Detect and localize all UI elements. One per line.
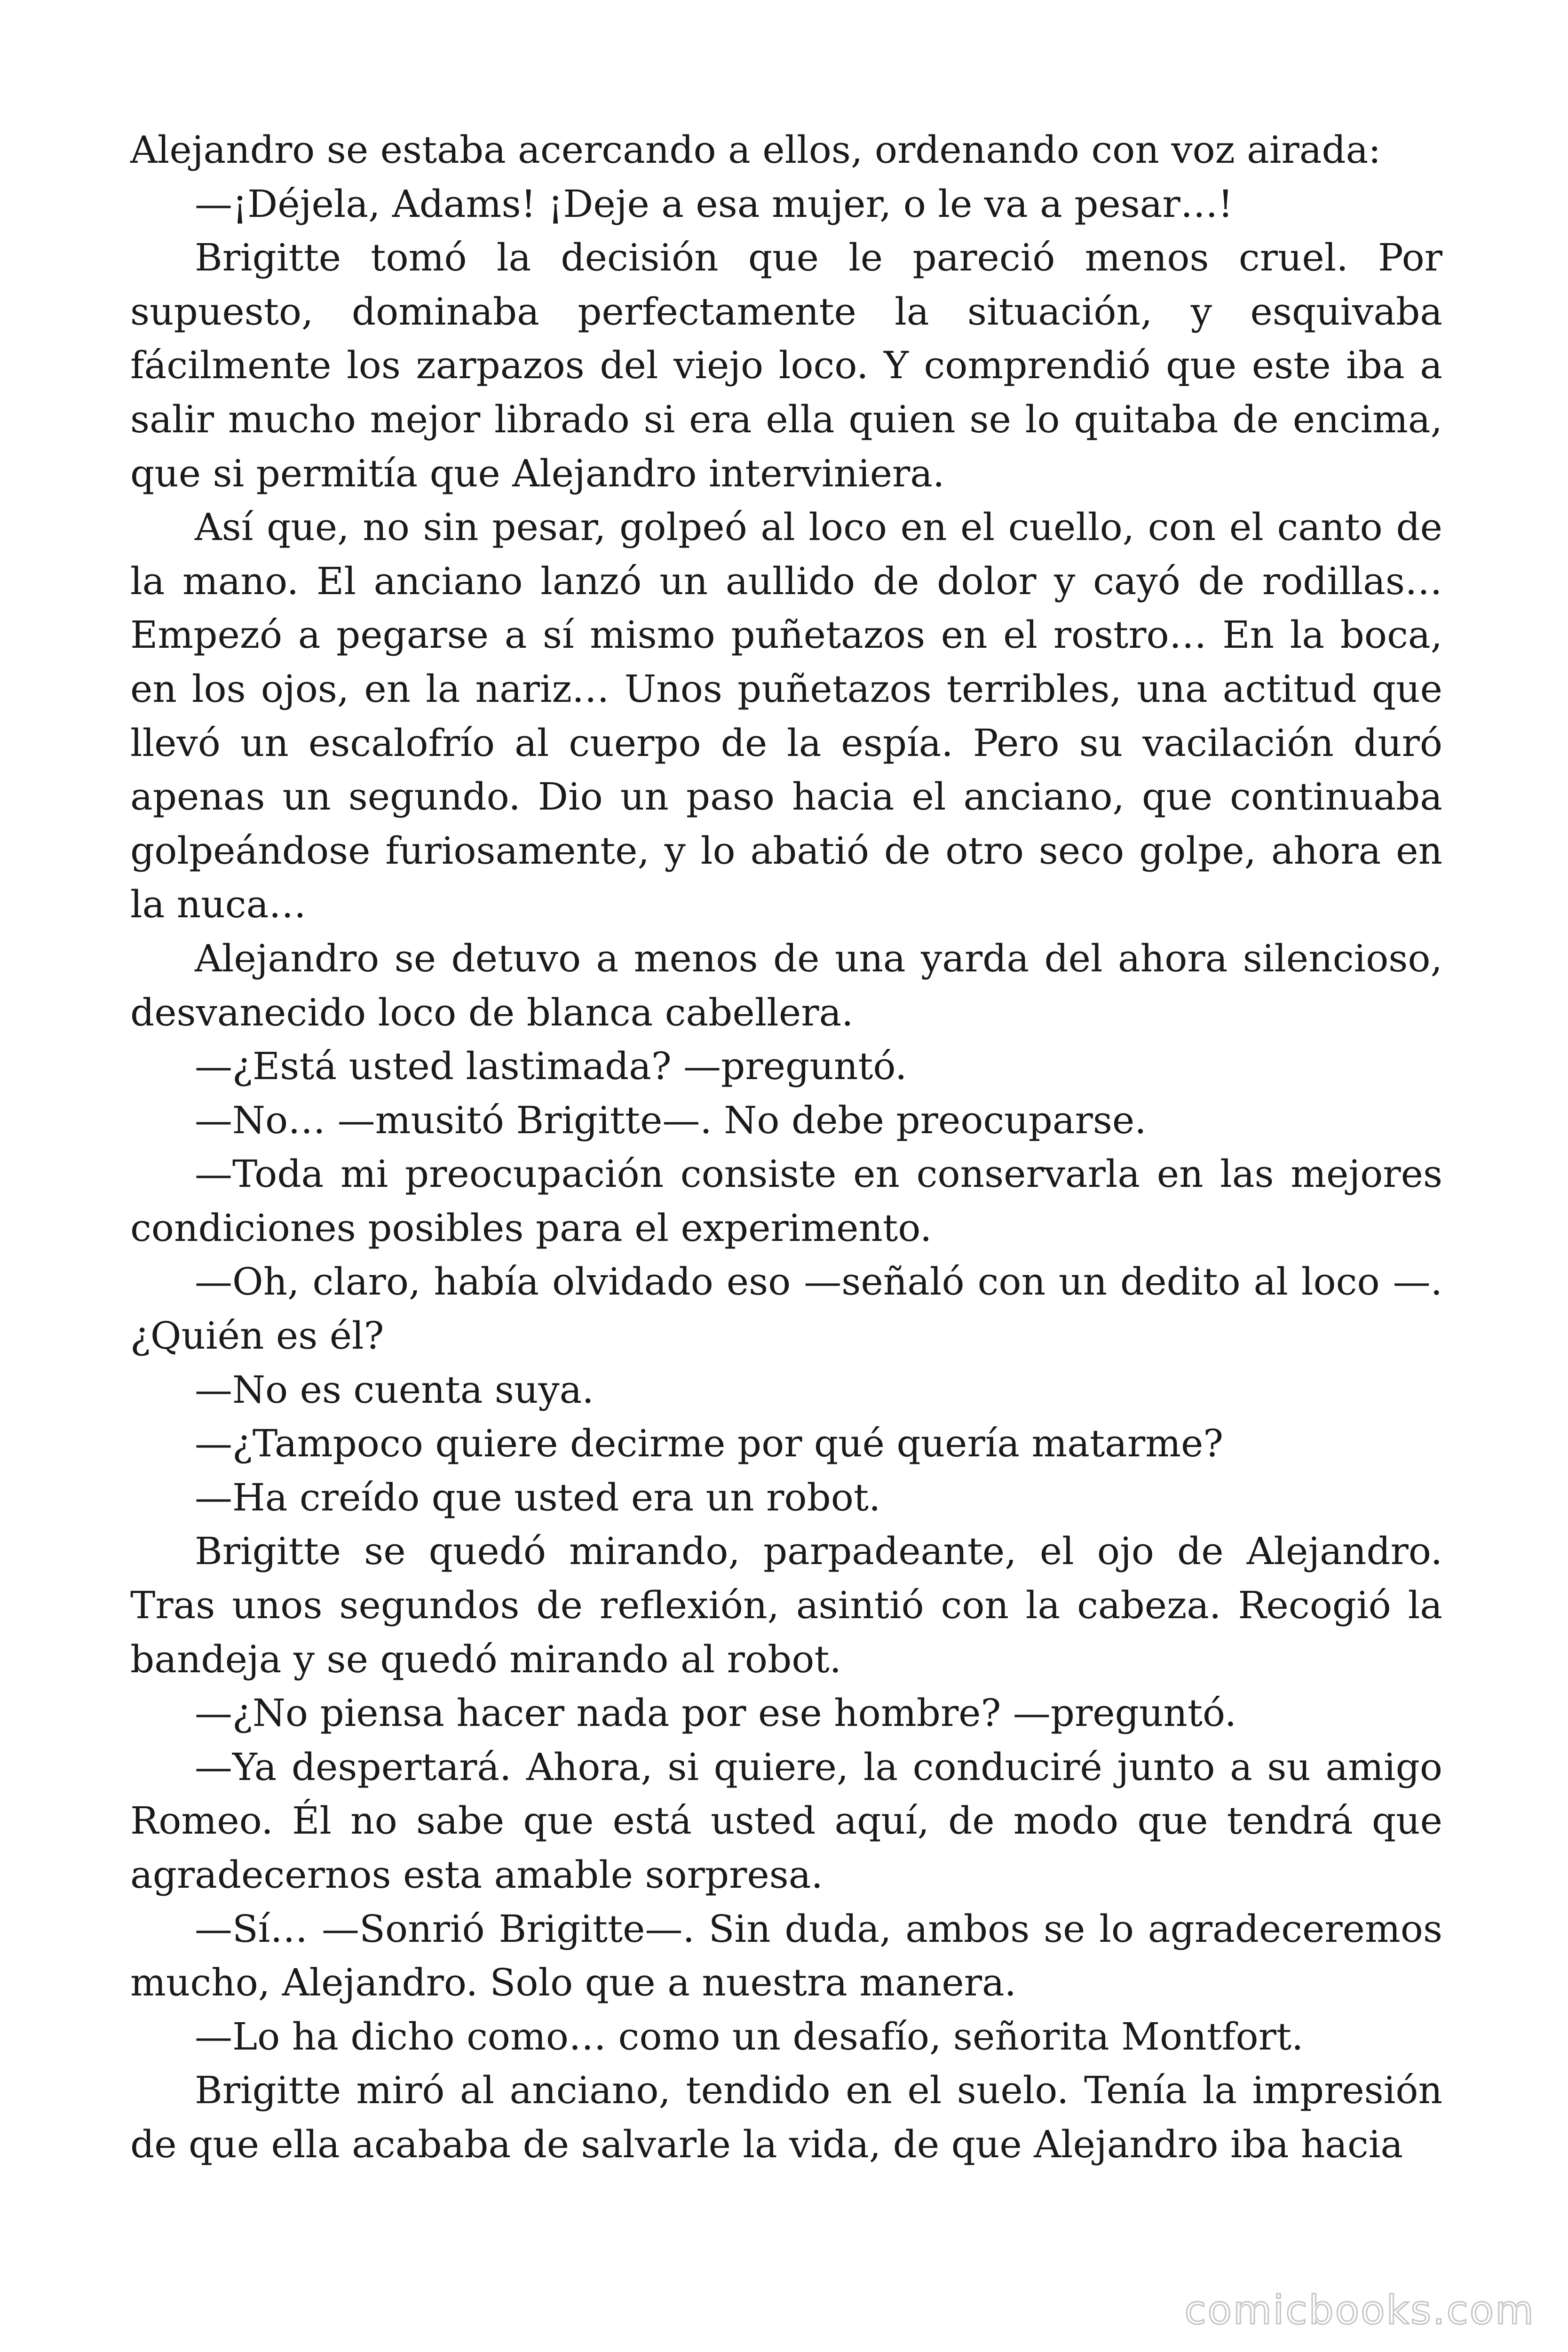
paragraph: Brigitte miró al anciano, tendido en el suelo. Tenía la impresión de que ella acababa de salvarle la vida, de que Alejandro iba hacia bbox=[130, 2068, 1442, 2166]
paragraph: Así que, no sin pesar, golpeó al loco en el cuello, con el canto de la mano. El anciano lanzó un aullido de dolor y cayó de rodillas… Empezó a pegarse a sí mismo puñetazos en el rostro… En la boca, en los ojos, en la nariz… Unos puñetazos terribles, una actitud que llevó un escalofrío al cuerpo de la espía. Pero su vacilación duró apenas un segundo. Dio un paso hacia el anciano, que continuaba golpeándose furiosamente, y lo abatió de otro seco golpe, ahora en la nuca… bbox=[130, 505, 1442, 927]
paragraph: —Oh, claro, había olvidado eso —señaló con un dedito al loco —. ¿Quién es él? bbox=[130, 1260, 1442, 1358]
paragraph: —Toda mi preocupación consiste en conservarla en las mejores condiciones posibles para el experimento. bbox=[130, 1152, 1442, 1250]
paragraph: —Sí… —Sonrió Brigitte—. Sin duda, ambos se lo agradeceremos mucho, Alejandro. Solo que a nuestra manera. bbox=[130, 1907, 1442, 2005]
paragraph: —No es cuenta suya. bbox=[195, 1367, 594, 1412]
paragraph: —Ya despertará. Ahora, si quiere, la conduciré junto a su amigo Romeo. Él no sabe que está usted aquí, de modo que tendrá que agradecernos esta amable sorpresa. bbox=[130, 1745, 1442, 1897]
paragraph: —¿Está usted lastimada? —preguntó. bbox=[195, 1044, 907, 1089]
paragraph: —No… —musitó Brigitte—. No debe preocuparse. bbox=[195, 1098, 1147, 1142]
paragraph: —¿No piensa hacer nada por ese hombre? —preguntó. bbox=[195, 1691, 1237, 1735]
paragraph: —Lo ha dicho como… como un desafío, señorita Montfort. bbox=[195, 2014, 1304, 2058]
watermark: comicbooks.com bbox=[1184, 2287, 1535, 2333]
paragraph: —¿Tampoco quiere decirme por qué quería matarme? bbox=[195, 1422, 1224, 1466]
paragraph: Alejandro se detuvo a menos de una yarda del ahora silencioso, desvanecido loco de blanca cabellera. bbox=[130, 936, 1442, 1034]
paragraph: Brigitte tomó la decisión que le pareció menos cruel. Por supuesto, dominaba perfectamente la situación, y esquivaba fácilmente los zarpazos del viejo loco. Y comprendió que este iba a salir mucho mejor librado si era ella quien se lo quitaba de encima, que si permitía que Alejandro interviniera. bbox=[130, 236, 1442, 495]
page-body bbox=[130, 123, 1442, 2172]
paragraph: Alejandro se estaba acercando a ellos, ordenando con voz airada: bbox=[130, 128, 1381, 172]
paragraph: Brigitte se quedó mirando, parpadeante, el ojo de Alejandro. Tras unos segundos de reflexión, asintió con la cabeza. Recogió la bandeja y se quedó mirando al robot. bbox=[130, 1529, 1442, 1681]
paragraph: —¡Déjela, Adams! ¡Deje a esa mujer, o le va a pesar…! bbox=[195, 182, 1233, 226]
paragraph: —Ha creído que usted era un robot. bbox=[195, 1475, 881, 1519]
